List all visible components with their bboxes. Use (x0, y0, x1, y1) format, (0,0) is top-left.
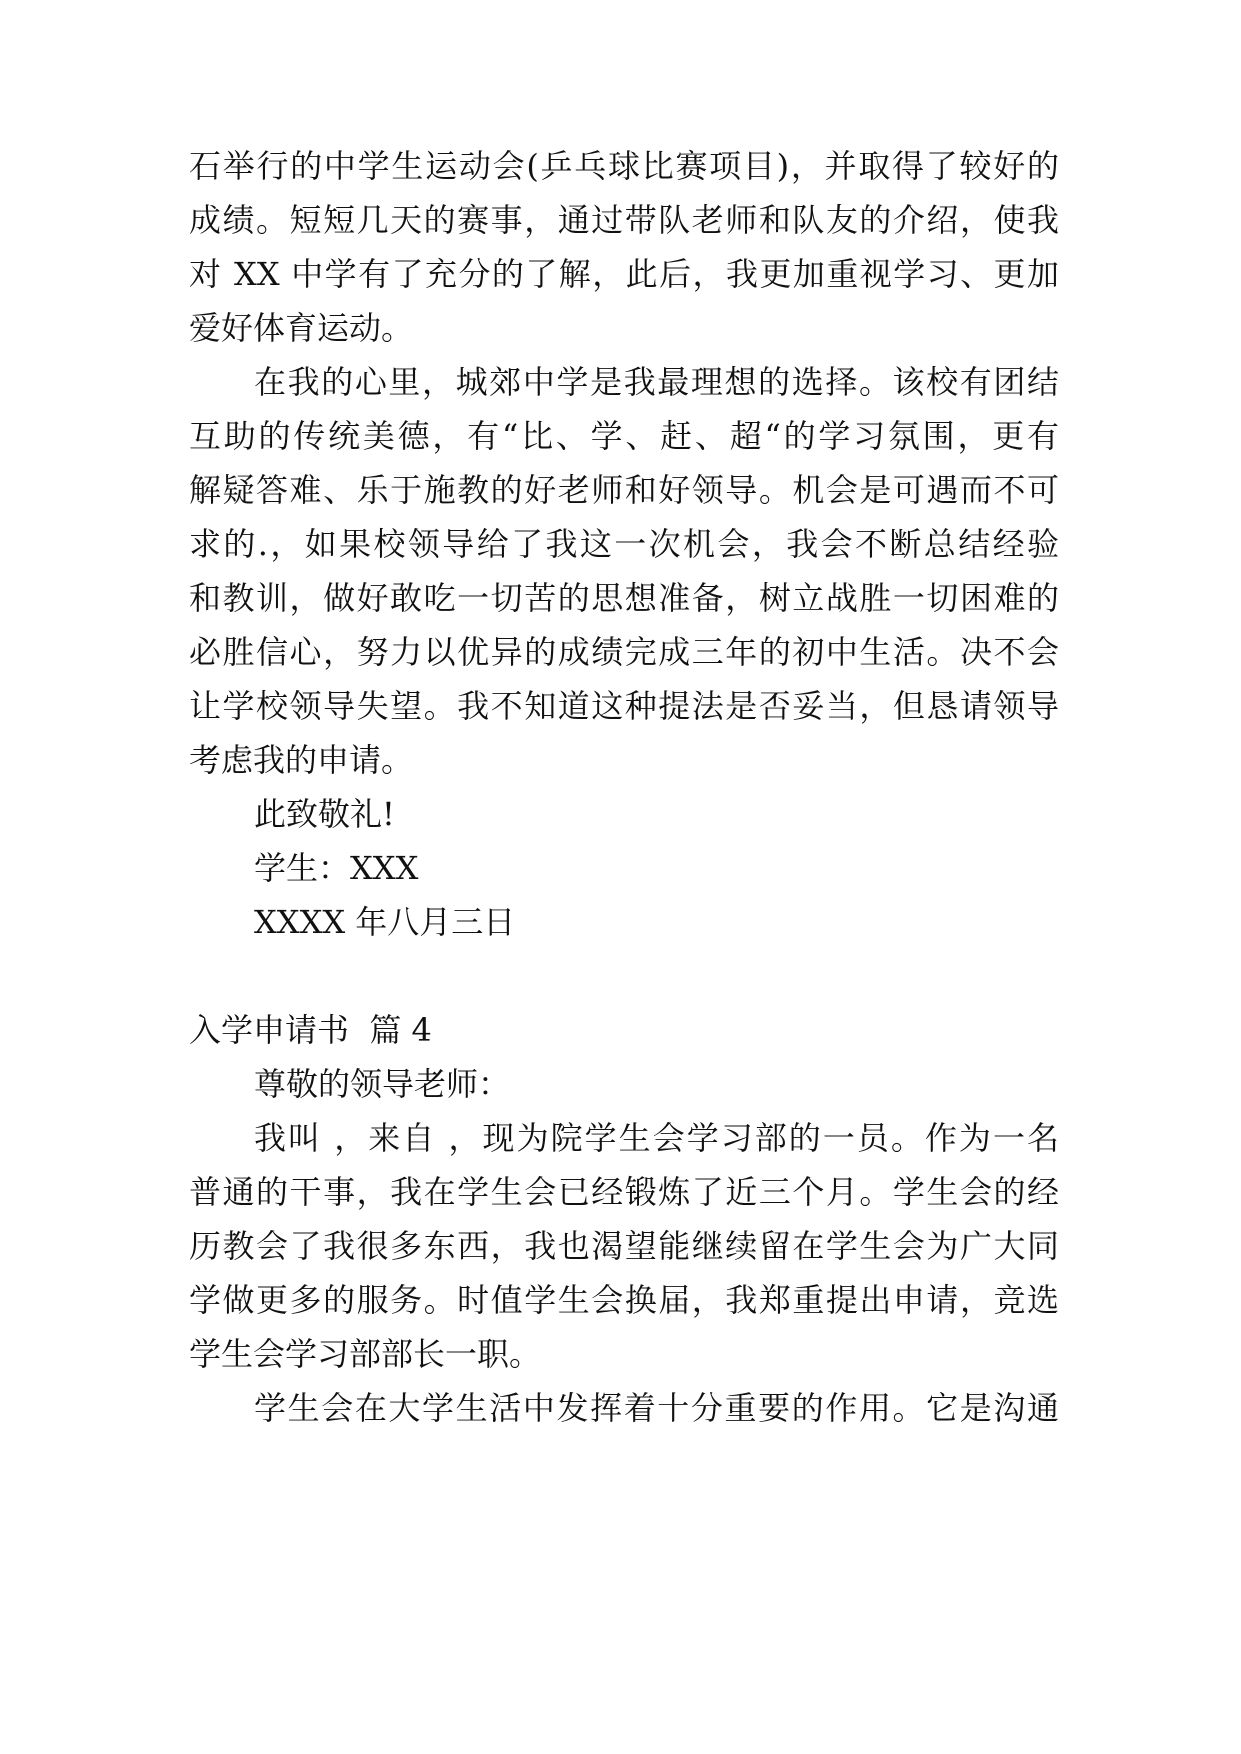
salutation-text: 尊敬的领导老师： (254, 1065, 511, 1103)
text-line: 互助的传统美德，有“比、学、赶、超“的学习氛围，更有 (189, 417, 1059, 455)
text-line: 解疑答难、乐于施教的好老师和好领导。机会是可遇而不可 (189, 471, 1059, 509)
text-line: 考虑我的申请。 (189, 741, 414, 779)
text-line: 让学校领导失望。我不知道这种提法是否妥当，但恳请领导 (189, 687, 1059, 725)
text-line: 学生会在大学生活中发挥着十分重要的作用。它是沟通 (254, 1389, 1059, 1427)
text-line: 对 XX 中学有了充分的了解，此后，我更加重视学习、更加 (189, 255, 1059, 293)
text-line: 求的.，如果校领导给了我这一次机会，我会不断总结经验 (189, 525, 1059, 563)
date-text: XXXX 年八月三日 (254, 903, 516, 941)
text-line: 成绩。短短几天的赛事，通过带队老师和队友的介绍，使我 (189, 201, 1059, 239)
text-line: 必胜信心，努力以优异的成绩完成三年的初中生活。决不会 (189, 633, 1059, 671)
closing-text: 此致敬礼! (254, 795, 395, 833)
text-line: 历教会了我很多东西，我也渴望能继续留在学生会为广大同 (189, 1227, 1059, 1265)
text-line: 我叫 ，来自 ，现为院学生会学习部的一员。作为一名 (254, 1119, 1059, 1157)
text-line: 学做更多的服务。时值学生会换届，我郑重提出申请，竞选 (189, 1281, 1059, 1319)
text-line: 普通的干事，我在学生会已经锻炼了近三个月。学生会的经 (189, 1173, 1059, 1211)
section-heading: 入学申请书 篇 4 (189, 1011, 432, 1049)
signature-text: 学生：XXX (254, 849, 419, 887)
text-line: 学生会学习部部长一职。 (189, 1335, 542, 1373)
text-line: 在我的心里，城郊中学是我最理想的选择。该校有团结 (254, 363, 1059, 401)
text-line: 和教训，做好敢吃一切苦的思想准备，树立战胜一切困难的 (189, 579, 1059, 617)
text-line: 爱好体育运动。 (189, 309, 414, 347)
text-line: 石举行的中学生运动会(乒乓球比赛项目)，并取得了较好的 (189, 147, 1059, 185)
